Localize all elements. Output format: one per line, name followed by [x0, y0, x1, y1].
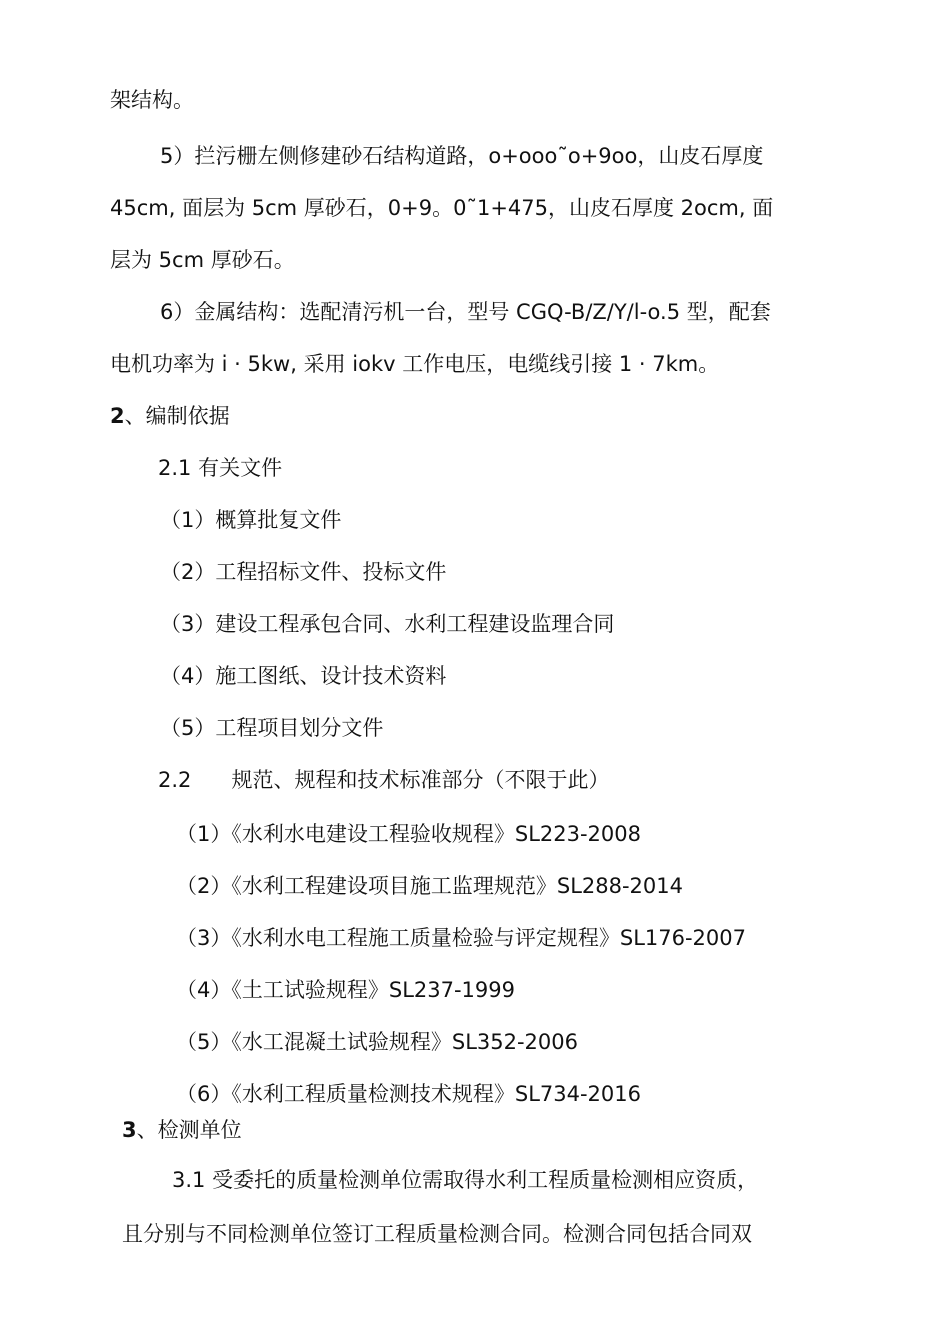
list-item: （3）《水利水电工程施工质量检验与评定规程》SL176-2007 [176, 926, 746, 950]
list-item: （4）施工图纸、设计技术资料 [160, 664, 447, 688]
paragraph-line: 层为 5cm 厚砂石。 [110, 248, 295, 272]
list-item: （6）《水利工程质量检测技术规程》SL734-2016 [176, 1082, 641, 1106]
section-heading [122, 1116, 242, 1144]
list-item: （4）《土工试验规程》SL237-1999 [176, 978, 515, 1002]
list-item: （1）《水利水电建设工程验收规程》SL223-2008 [176, 822, 641, 846]
list-item: （5）《水工混凝土试验规程》SL352-2006 [176, 1030, 578, 1054]
paragraph-line: 且分别与不同检测单位签订工程质量检测合同。检测合同包括合同双 [122, 1222, 752, 1246]
paragraph-line: 6）金属结构：选配清污机一台，型号 CGQ-B/Z/Y/l-o.5 型，配套 [160, 300, 771, 324]
section-title: 、检测单位 [136, 1118, 242, 1142]
list-item: （3）建设工程承包合同、水利工程建设监理合同 [160, 612, 615, 636]
list-item: （2）工程招标文件、投标文件 [160, 560, 447, 584]
paragraph-line: 电机功率为 i · 5kw, 采用 iokv 工作电压，电缆线引接 1 · 7km。 [110, 352, 720, 376]
paragraph-line: 5）拦污栅左侧修建砂石结构道路，o+ooo˜o+9oo，山皮石厚度 [160, 144, 764, 168]
section-number: 3 [122, 1118, 137, 1142]
section-heading [110, 402, 230, 430]
list-item: （2）《水利工程建设项目施工监理规范》SL288-2014 [176, 874, 683, 898]
list-item: （1）概算批复文件 [160, 508, 342, 532]
list-item: （5）工程项目划分文件 [160, 716, 384, 740]
paragraph-line: 45cm, 面层为 5cm 厚砂石，0+9。0˜1+475，山皮石厚度 2ocm, 面 [110, 196, 774, 220]
section-number: 2 [110, 404, 125, 428]
section-title: 、编制依据 [124, 404, 230, 428]
subsection-heading: 2.1 有关文件 [158, 456, 283, 480]
subsection-heading: 2.2 规范、规程和技术标准部分（不限于此） [158, 768, 610, 792]
paragraph-line: 架结构。 [110, 88, 194, 112]
paragraph-line: 3.1 受委托的质量检测单位需取得水利工程质量检测相应资质， [172, 1168, 759, 1192]
